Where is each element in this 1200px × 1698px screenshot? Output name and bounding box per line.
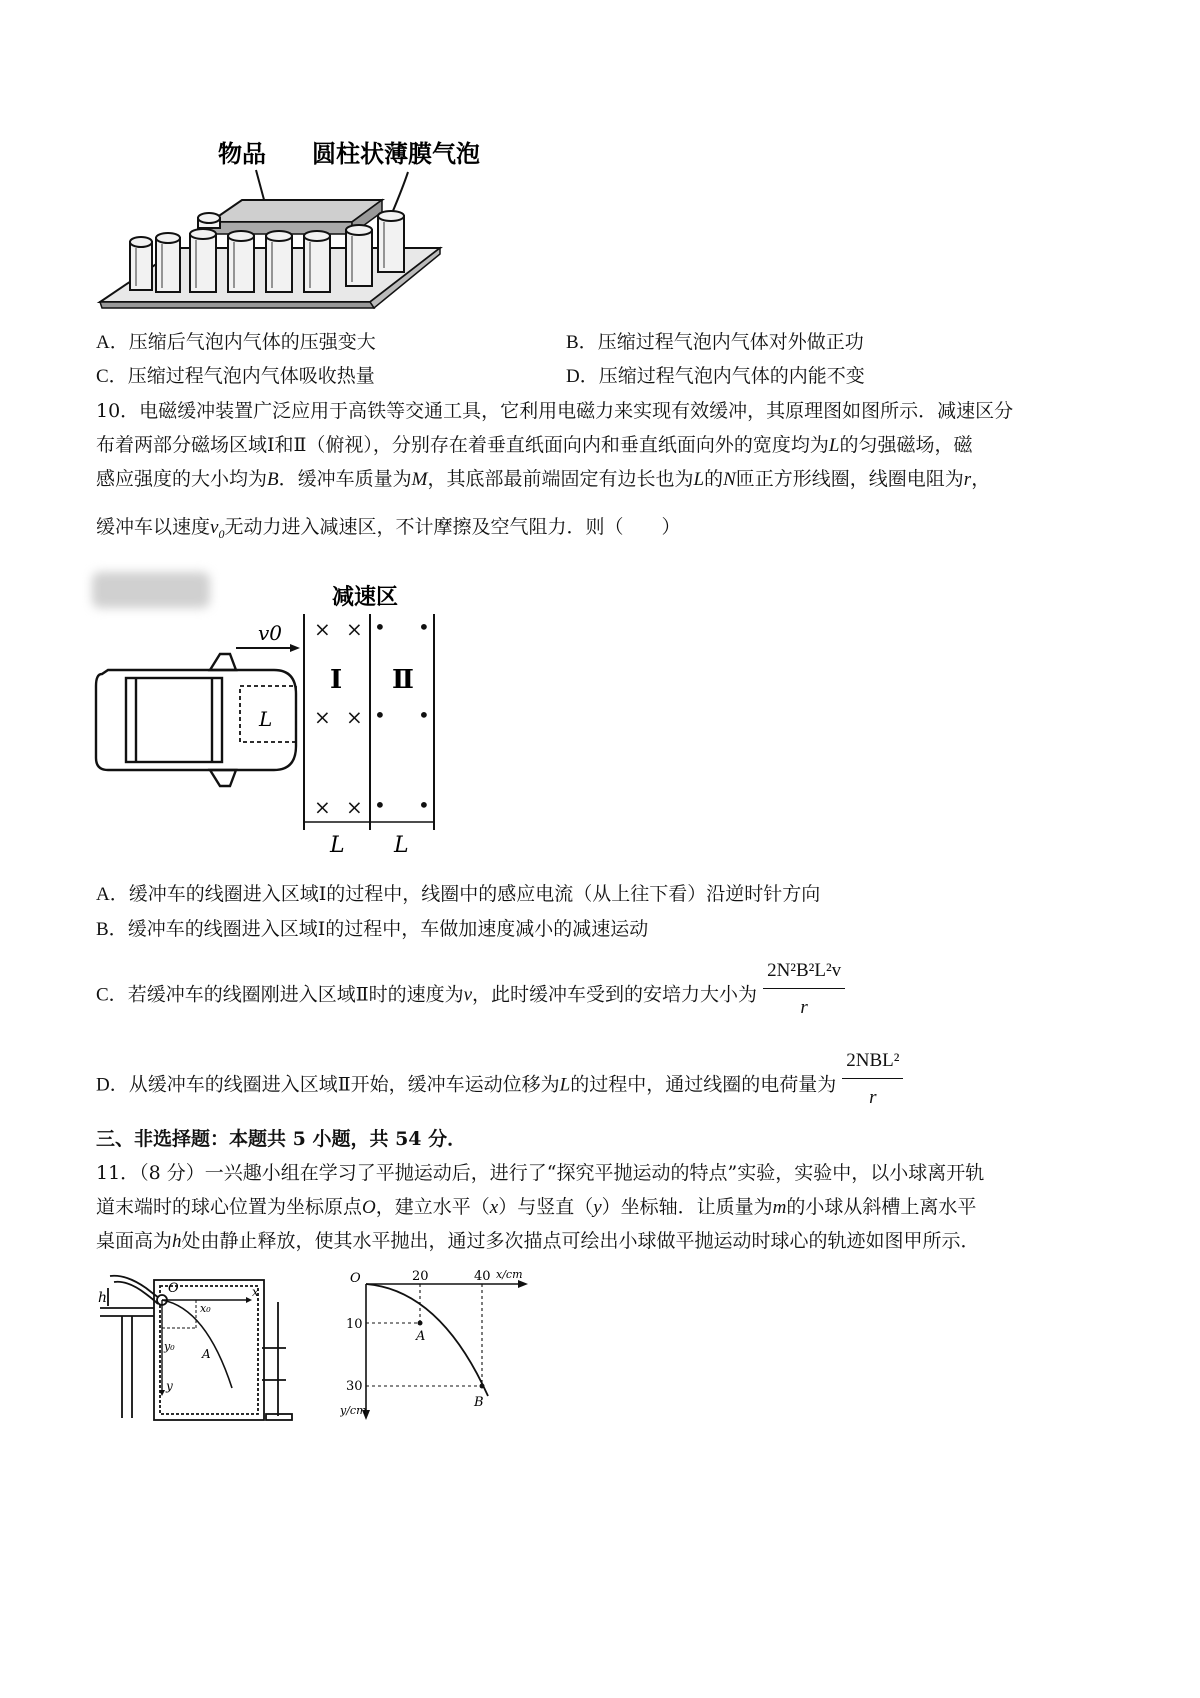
text: 的 bbox=[704, 468, 724, 490]
fraction-numerator: 2NBL² bbox=[842, 1048, 903, 1079]
field-dot: • bbox=[374, 615, 386, 639]
option-text: 压缩后气泡内气体的压强变大 bbox=[128, 331, 376, 353]
field-dot: • bbox=[418, 615, 430, 639]
field-dot: • bbox=[418, 703, 430, 727]
text: 无动力进入减速区，不计摩擦及空气阻力．则（ ） bbox=[224, 516, 681, 538]
q11-stem-line2 bbox=[96, 1194, 976, 1221]
label-O: O bbox=[168, 1281, 179, 1296]
q10-stem-line4 bbox=[96, 514, 680, 547]
charge-fraction bbox=[842, 1048, 903, 1111]
field-cross: × bbox=[314, 705, 331, 729]
option-text: 缓冲车的线圈进入区域Ⅰ的过程中，线圈中的感应电流（从上往下看）沿逆时针方向 bbox=[128, 883, 821, 905]
point-B-label: B bbox=[474, 1395, 484, 1410]
coil-L-label: L bbox=[259, 707, 273, 731]
label-y0: y₀ bbox=[164, 1340, 175, 1353]
text: 感应强度的大小均为 bbox=[96, 468, 268, 490]
width-2-label: L bbox=[394, 833, 409, 858]
q10-option-d bbox=[96, 1050, 903, 1117]
field-dot: • bbox=[418, 793, 430, 817]
origin-label: O bbox=[350, 1271, 361, 1286]
q9-option-a bbox=[96, 329, 376, 356]
field-cross: × bbox=[314, 617, 331, 641]
text: ．缓冲车质量为 bbox=[278, 468, 412, 490]
var-L: L bbox=[693, 469, 705, 490]
q10-option-a bbox=[96, 881, 820, 908]
text: ）与竖直（ bbox=[498, 1196, 594, 1218]
option-text: ，此时缓冲车受到的安培力大小为 bbox=[472, 983, 758, 1006]
fraction-denominator: r bbox=[800, 997, 808, 1018]
option-text: 的过程中，通过线圈的电荷量为 bbox=[570, 1073, 837, 1096]
field-dot: • bbox=[374, 703, 386, 727]
fraction-numerator: 2N²B²L²v bbox=[763, 958, 845, 989]
q9-option-c bbox=[96, 363, 375, 390]
text: 匝正方形线圈，线圈电阻为 bbox=[735, 468, 964, 490]
x-axis-unit: x/cm bbox=[496, 1268, 523, 1281]
q10-stem-line1: 10．电磁缓冲装置广泛应用于高铁等交通工具，它利用电磁力来实现有效缓冲，其原理图如图所示．减速区分 bbox=[96, 400, 1014, 422]
field-dot: • bbox=[374, 793, 386, 817]
option-key: D． bbox=[566, 366, 599, 387]
zone-title: 减速区 bbox=[332, 584, 399, 610]
option-key: C． bbox=[96, 366, 128, 387]
var-x: x bbox=[489, 1197, 499, 1218]
option-text: 压缩过程气泡内气体吸收热量 bbox=[127, 365, 375, 387]
label-bubble: 圆柱状薄膜气泡 bbox=[312, 139, 480, 168]
option-key: D． bbox=[96, 1074, 129, 1096]
option-key: A． bbox=[96, 884, 129, 905]
var-L: L bbox=[828, 435, 840, 456]
option-key: B． bbox=[96, 919, 128, 940]
text: 处由静止释放，使其水平抛出，通过多次描点可绘出小球做平抛运动时球心的轨迹如图甲所示． bbox=[181, 1230, 980, 1252]
var-O: O bbox=[362, 1197, 376, 1218]
q9-option-b bbox=[566, 329, 864, 356]
var-h: h bbox=[172, 1231, 182, 1252]
v0-label: v0 bbox=[258, 621, 283, 645]
q9-option-d bbox=[566, 363, 865, 390]
y-axis-unit: y/cm bbox=[340, 1404, 367, 1417]
var-N: N bbox=[723, 469, 736, 490]
option-text: 压缩过程气泡内气体对外做正功 bbox=[597, 331, 864, 353]
text: 布着两部分磁场区域Ⅰ和Ⅱ（俯视），分别存在着垂直纸面向内和垂直纸面向外的宽度均为 bbox=[96, 434, 829, 456]
option-key: A． bbox=[96, 332, 129, 353]
section-heading: 三、非选择题：本题共 5 小题，共 54 分． bbox=[96, 1128, 467, 1150]
fraction-denominator: r bbox=[869, 1087, 877, 1108]
label-y: y bbox=[166, 1379, 173, 1393]
var-m: m bbox=[772, 1197, 787, 1218]
q10-stem-line3 bbox=[96, 466, 990, 493]
var-v: v bbox=[463, 984, 473, 1006]
q11-stem-line1: 11．（8 分）一兴趣小组在学习了平抛运动后，进行了“探究平抛运动的特点”实验，实验中，以小球离开轨 bbox=[96, 1162, 985, 1184]
text: ， bbox=[971, 468, 991, 490]
var-B: B bbox=[267, 469, 279, 490]
label-h: h bbox=[98, 1290, 108, 1306]
x-tick-20: 20 bbox=[412, 1269, 429, 1284]
y-tick-30: 30 bbox=[346, 1379, 363, 1394]
text: ，其底部最前端固定有边长也为 bbox=[427, 468, 694, 490]
option-text: 压缩过程气泡内气体的内能不变 bbox=[598, 365, 865, 387]
text: 的匀强磁场，磁 bbox=[839, 434, 973, 456]
option-text: 缓冲车的线圈进入区域Ⅰ的过程中，车做加速度减小的减速运动 bbox=[127, 918, 649, 940]
var-r: r bbox=[963, 469, 972, 490]
text: 桌面高为 bbox=[96, 1230, 173, 1252]
q10-stem-line2 bbox=[96, 432, 973, 459]
var-y: y bbox=[593, 1197, 602, 1218]
option-text: 从缓冲车的线圈进入区域Ⅱ开始，缓冲车运动位移为 bbox=[128, 1073, 560, 1096]
label-item: 物品 bbox=[218, 139, 266, 168]
option-key: C． bbox=[96, 984, 128, 1006]
region-2-label: Ⅱ bbox=[392, 665, 414, 695]
var-v: v bbox=[210, 517, 219, 538]
field-cross: × bbox=[346, 617, 363, 641]
point-A-label: A bbox=[416, 1329, 426, 1344]
text: 道末端时的球心位置为坐标原点 bbox=[96, 1196, 363, 1218]
label-x: x bbox=[252, 1285, 259, 1299]
region-1-label: Ⅰ bbox=[330, 665, 343, 695]
field-cross: × bbox=[314, 795, 331, 819]
label-x0: x₀ bbox=[200, 1302, 211, 1315]
text: 缓冲车以速度 bbox=[96, 516, 211, 538]
x-tick-40: 40 bbox=[474, 1269, 491, 1284]
var-M: M bbox=[411, 469, 428, 490]
q11-stem-line3 bbox=[96, 1228, 980, 1255]
option-key: B． bbox=[566, 332, 598, 353]
q10-option-c bbox=[96, 960, 845, 1027]
force-fraction bbox=[763, 958, 845, 1021]
projectile-apparatus-figure bbox=[96, 1268, 296, 1428]
deceleration-zone-figure bbox=[90, 574, 450, 864]
text: 的小球从斜槽上离水平 bbox=[786, 1196, 977, 1218]
bubble-wrap-figure bbox=[90, 120, 540, 310]
width-1-label: L bbox=[330, 833, 345, 858]
trajectory-curve bbox=[366, 1284, 488, 1396]
field-cross: × bbox=[346, 705, 363, 729]
y-tick-10: 10 bbox=[346, 1317, 363, 1332]
var-L: L bbox=[559, 1074, 571, 1096]
sub-0: 0 bbox=[218, 526, 225, 541]
text: ，建立水平（ bbox=[375, 1196, 490, 1218]
trajectory-graph bbox=[340, 1268, 540, 1428]
q10-option-b bbox=[96, 916, 648, 943]
field-cross: × bbox=[346, 795, 363, 819]
text: ）坐标轴．让质量为 bbox=[601, 1196, 773, 1218]
option-text: 若缓冲车的线圈刚进入区域Ⅱ时的速度为 bbox=[127, 983, 464, 1006]
label-A: A bbox=[202, 1347, 211, 1361]
